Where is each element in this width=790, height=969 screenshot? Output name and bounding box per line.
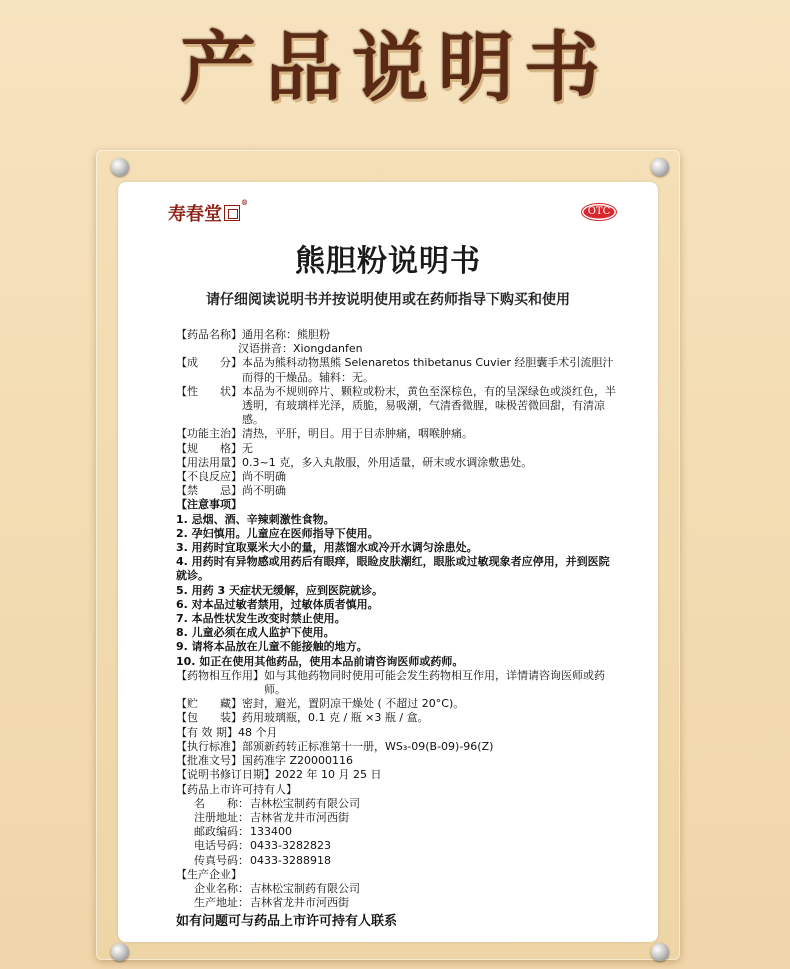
spec-value: 无: [242, 441, 253, 455]
holder-row-label: 邮政编码：: [194, 825, 249, 839]
character-value: 本品为不规则碎片、颗粒或粉末，黄色至深棕色，有的呈深绿色或淡红色，半透明，有玻璃样光泽，质脆，易吸潮，气清香微腥，味极苦微回甜，有清凉感。: [242, 384, 616, 427]
interaction-row: [176, 669, 620, 697]
leaflet-content: [176, 328, 620, 931]
holder-row-value: 吉林省龙井市河西街: [250, 810, 349, 824]
precaution-item: 4. 用药时有异物感或用药后有眼痒，眼睑皮肤潮红，眼胀或过敏现象者应停用，并到医院就诊。: [176, 555, 610, 583]
manufacturer-label: 【生产企业】: [176, 867, 242, 881]
indications-value: 清热，平肝，明目。用于目赤肿痛，咽喉肿痛。: [242, 427, 473, 441]
revision-row: [176, 768, 620, 782]
package-value: 药用玻璃瓶，0.1 克 / 瓶 ×3 瓶 / 盒。: [242, 711, 429, 725]
precaution-item: 7. 本品性状发生改变时禁止使用。: [176, 612, 346, 626]
holder-row-label: 电话号码：: [194, 839, 249, 853]
holder-row: [176, 797, 620, 811]
standard-row: [176, 740, 620, 754]
character-label: 【性 状】: [176, 384, 242, 398]
precaution-item: 9. 请将本品放在儿童不能接触的地方。: [176, 640, 368, 654]
storage-label: 【贮 藏】: [176, 697, 242, 711]
contraindication-row: [176, 484, 620, 498]
character-row: [176, 385, 620, 428]
document-title: 熊胆粉说明书: [295, 244, 481, 279]
holder-row: [176, 811, 620, 825]
drug-name-row: [176, 328, 620, 342]
holder-row-value: 133400: [250, 825, 292, 839]
package-row: [176, 711, 620, 725]
seal-icon: [224, 205, 240, 221]
package-label: 【包 装】: [176, 711, 242, 725]
holder-row-value: 吉林松宝制药有限公司: [250, 796, 360, 810]
revision-value: 2022 年 10 月 25 日: [275, 768, 382, 782]
screw-bottom-left-icon: [111, 943, 129, 961]
screw-bottom-right-icon: [651, 943, 669, 961]
indications-label: 【功能主治】: [176, 427, 242, 441]
holder-row-value: 0433-3282823: [250, 839, 331, 853]
registered-mark: ®: [241, 198, 248, 207]
precaution-item: 10. 如正在使用其他药品，使用本品前请咨询医师或药师。: [176, 654, 464, 668]
brand-name: 寿春堂: [168, 204, 222, 225]
storage-row: [176, 697, 620, 711]
contraindication-value: 尚不明确: [242, 484, 286, 498]
holder-row-label: 注册地址：: [194, 810, 249, 824]
revision-label: 【说明书修订日期】: [176, 768, 275, 782]
screw-top-left-icon: [111, 158, 129, 176]
brand-logo: [168, 198, 248, 228]
ingredients-row: [176, 356, 620, 384]
holder-row: [176, 854, 620, 868]
manufacturer-row: [176, 896, 620, 910]
interaction-label: 【药物相互作用】: [176, 668, 264, 682]
adverse-row: [176, 470, 620, 484]
precautions-label: 【注意事项】: [176, 498, 242, 512]
approval-row: [176, 754, 620, 768]
holder-row: [176, 825, 620, 839]
usage-value: 0.3~1 克，多入丸散服，外用适量，研末或水调涂敷患处。: [242, 455, 533, 469]
approval-label: 【批准文号】: [176, 754, 242, 768]
adverse-label: 【不良反应】: [176, 470, 242, 484]
drug-name-label: 【药品名称】: [176, 328, 242, 341]
standard-value: 部颁新药转正标准第十一册，WS₃-09(B-09)-96(Z): [242, 739, 494, 753]
validity-row: [176, 726, 620, 740]
screw-top-right-icon: [651, 158, 669, 176]
document-subtitle: 请仔细阅读说明书并按说明使用或在药师指导下购买和使用: [206, 292, 570, 308]
precaution-item: 8. 儿童必须在成人监护下使用。: [176, 626, 335, 640]
interaction-value: 如与其他药物同时使用可能会发生药物相互作用，详情请咨询医师或药师。: [264, 668, 605, 697]
manufacturer-row-value: 吉林省龙井市河西街: [250, 896, 349, 910]
approval-value: 国药准字 Z20000116: [242, 754, 354, 768]
standard-label: 【执行标准】: [176, 739, 242, 753]
page-headline: 产品说明书: [180, 23, 610, 112]
spec-row: [176, 442, 620, 456]
precaution-item: 6. 对本品过敏者禁用，过敏体质者慎用。: [176, 597, 379, 611]
precaution-item: 2. 孕妇慎用。儿童应在医师指导下使用。: [176, 526, 379, 540]
indications-row: [176, 427, 620, 441]
holder-label: 【药品上市许可持有人】: [176, 782, 297, 796]
holder-row-value: 0433-3288918: [250, 853, 331, 867]
holder-row-label: 传真号码：: [194, 853, 249, 867]
precaution-item: 1. 忌烟、酒、辛辣刺激性食物。: [176, 512, 335, 526]
contact-note: 如有问题可与药品上市许可持有人联系: [176, 914, 398, 930]
ingredients-label: 【成 分】: [176, 356, 242, 370]
validity-value: 48 个月: [238, 725, 278, 739]
drug-name-pinyin: 汉语拼音：Xiongdanfen: [238, 342, 363, 356]
manufacturer-row: [176, 882, 620, 896]
holder-row-label: 名 称：: [194, 796, 249, 810]
usage-row: [176, 456, 620, 470]
holder-row: [176, 839, 620, 853]
manufacturer-row-label: 企业名称：: [194, 881, 249, 895]
contraindication-label: 【禁 忌】: [176, 484, 242, 498]
drug-name-generic: 通用名称：熊胆粉: [242, 328, 330, 341]
precaution-item: 5. 用药 3 天症状无缓解，应到医院就诊。: [176, 583, 383, 597]
precaution-item: 3. 用药时宜取粟米大小的量，用蒸馏水或冷开水调匀涂患处。: [176, 541, 478, 555]
validity-label: 【有 效 期】: [176, 725, 238, 739]
manufacturer-row-label: 生产地址：: [194, 896, 249, 910]
ingredients-value: 本品为熊科动物黑熊 Selenaretos thibetanus Cuvier 经胆囊手术引流胆汁而得的干燥品。辅料：无。: [242, 356, 614, 384]
usage-label: 【用法用量】: [176, 455, 242, 469]
manufacturer-row-value: 吉林松宝制药有限公司: [250, 881, 360, 895]
storage-value: 密封，避光，置阴凉干燥处 ( 不超过 20°C)。: [242, 697, 465, 711]
adverse-value: 尚不明确: [242, 470, 286, 484]
spec-label: 【规 格】: [176, 441, 242, 455]
otc-badge: OTC: [582, 204, 616, 220]
